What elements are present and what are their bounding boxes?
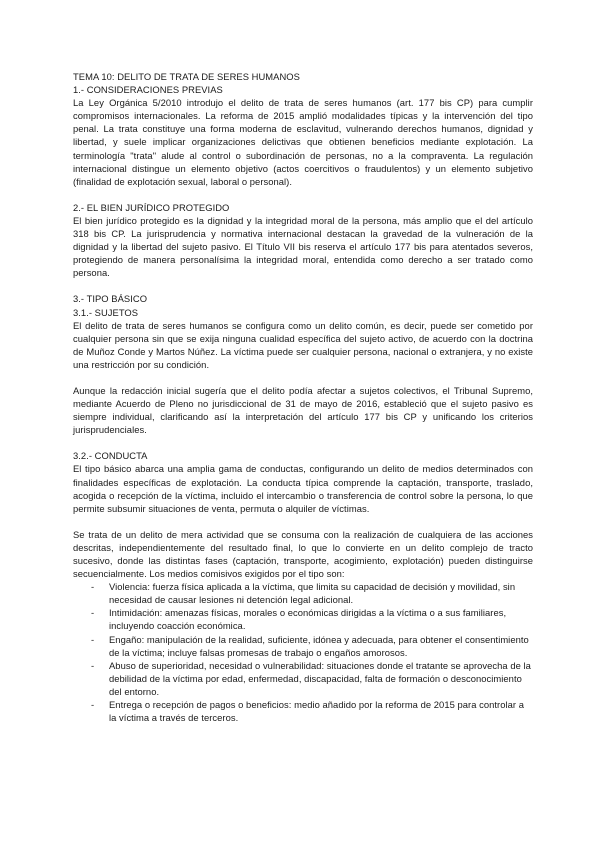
list-item [91,580,533,606]
subsection-heading-sujetos: 3.1.- SUJETOS [73,306,139,318]
spacer [73,279,533,292]
list-item-text: Abuso de superioridad, necesidad o vulnerabilidad: situaciones donde el tratante se aprovecha de la debilidad de la víctima por edad, enfermedad, discapacidad, falta de formación o desconocimiento del entorno. [109,659,531,697]
paragraph-sujetos-1: El delito de trata de seres humanos se configura como un delito común, es decir, puede ser cometido por cualquier persona sin que se exija ninguna cualidad específica del sujeto activo, de acuerdo con la doctrina de Muñoz Conde y Martos Núñez. La víctima puede ser cualquier persona, nacional o extranjera, y no existe una restricción por su condición. [73,319,533,370]
document-title: TEMA 10: DELITO DE TRATA DE SERES HUMANOS [73,71,300,82]
spacer [73,188,533,201]
section-heading-consideraciones: 1.- CONSIDERACIONES PREVIAS [73,84,223,96]
list-item [91,698,533,724]
list-item-text: Intimidación: amenazas físicas, morales o económicas dirigidas a la víctima o a sus familiares, incluyendo coacción económica. [109,607,507,632]
section-heading-tipo-basico: 3.- TIPO BÁSICO [73,293,148,305]
list-item [91,606,533,632]
paragraph-consideraciones: La Ley Orgánica 5/2010 introdujo el delito de trata de seres humanos (art. 177 bis CP) para cumplir compromisos internacionales. La reforma de 2015 amplió modalidades típicas y la intervención del tipo penal. La trata constituye una forma moderna de esclavitud, vulnerando derechos humanos, dignidad y libertad, y suele implicar organizaciones delictivas que obtienen beneficios mediante explotación. La terminología "trata" alude al control o subordinación de personas, no a la compraventa. La regulación internacional distingue un elemento objetivo (actos coercitivos o fraudulentos) y un elemento subjetivo (finalidad de explotación sexual, laboral o personal). [73,97,533,187]
list-dash: - [91,581,95,593]
list-dash: - [91,607,95,619]
list-dash: - [91,659,95,671]
section-heading-bien-juridico: 2.- EL BIEN JURÍDICO PROTEGIDO [73,201,230,213]
paragraph-conducta-1: El tipo básico abarca una amplia gama de conductas, configurando un delito de medios determinados con finalidades específicas de explotación. La conducta típica comprende la captación, transporte, traslado, acogida o recepción de la víctima, incluido el intercambio o transferencia de control sobre la persona, lo que permite subsumir situaciones de venta, permuta o alquiler de víctimas. [73,463,533,514]
paragraph-sujetos-2: Aunque la redacción inicial sugería que el delito podía afectar a sujetos colectivos, el Tribunal Supremo, mediante Acuerdo de Pleno no jurisdiccional de 31 de mayo de 2016, estableció que el sujeto pasivo es siempre individual, clarificando así la interpretación del artículo 177 bis CP y unificando los criterios jurisprudenciales. [73,384,533,436]
list-dash: - [91,633,95,645]
spacer [73,371,533,384]
list-dash: - [91,699,95,711]
spacer [73,515,533,528]
list-item-text: Entrega o recepción de pagos o beneficios: medio añadido por la reforma de 2015 para controlar a la víctima a través de terceros. [109,699,524,724]
paragraph-conducta-2: Se trata de un delito de mera actividad que se consuma con la realización de cualquiera de las acciones descritas, independientemente del resultado final, lo que lo convierte en un delito complejo de tracto sucesivo, donde las distintas fases (captación, transporte, acogimiento, explotación) pueden distinguirse secuencialmente. Los medios comisivos exigidos por el tipo son: [73,528,533,580]
list-item [91,633,533,659]
subsection-heading-conducta: 3.2.- CONDUCTA [73,450,148,462]
spacer [73,436,533,449]
list-item [91,659,533,698]
paragraph-bien-juridico: El bien jurídico protegido es la dignidad y la integridad moral de la persona, más amplio que el del artículo 318 bis CP. La jurisprudencia y normativa internacional destacan la gravedad de la vulneración de la dignidad y la libertad del sujeto pasivo. El Título VII bis reserva el artículo 177 bis para atentados severos, protegiendo de manera personalísima la integridad moral, entendida como derecho a ser tratado como persona. [73,214,533,279]
means-list [73,580,533,724]
list-item-text: Engaño: manipulación de la realidad, suficiente, idónea y adecuada, para obtener el consentimiento de la víctima; incluye falsas promesas de trabajo o engaños amorosos. [109,633,529,658]
document-body [73,70,533,724]
list-item-text: Violencia: fuerza física aplicada a la víctima, que limita su capacidad de decisión y movilidad, sin necesidad de causar lesiones ni detención legal adicional. [109,581,516,606]
